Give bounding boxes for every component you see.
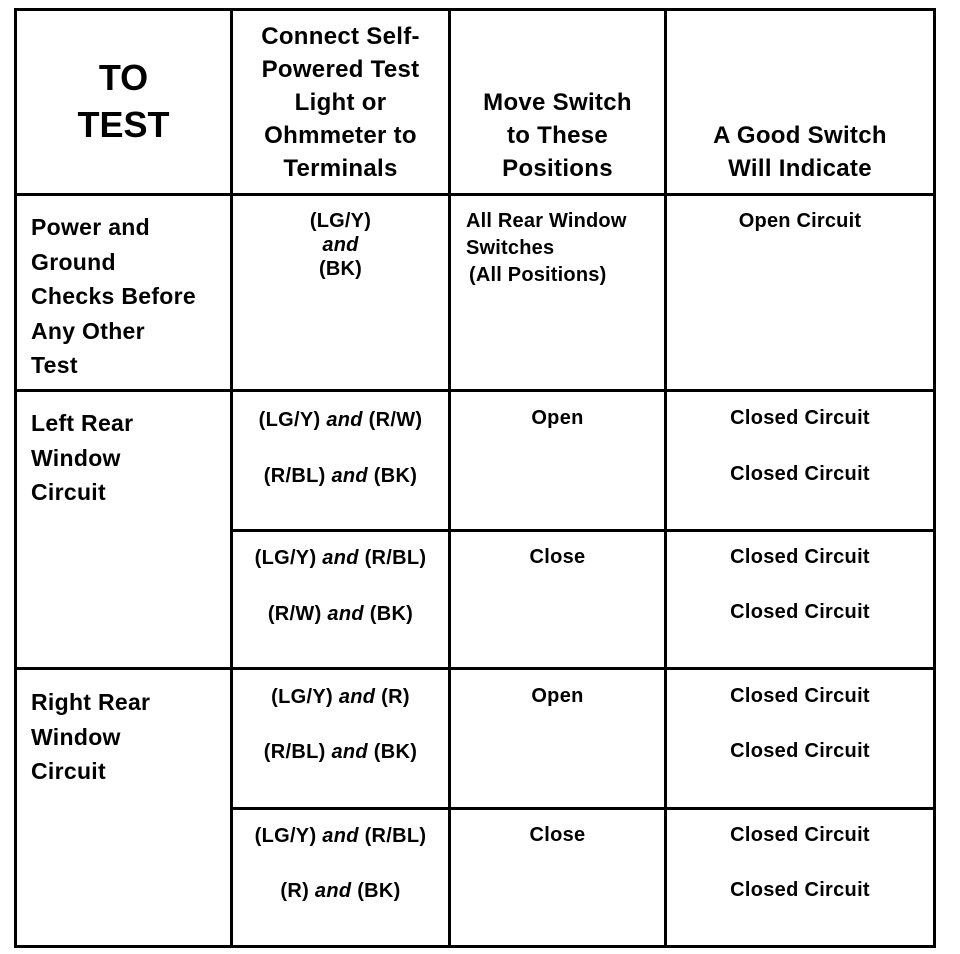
row-label-line: Any Other [31,317,145,344]
indication-text: Closed Circuit [730,879,870,901]
header-good-line: A Good Switch [713,122,887,149]
terminal-pair [233,408,448,432]
indication-text: Closed Circuit [730,601,870,623]
terminal-and: and [322,234,359,256]
row-label-right-rear [31,685,230,789]
left-open-terminals [233,392,448,529]
terminal-a: (R) [280,880,310,902]
indication-text: Closed Circuit [730,685,870,707]
header-connect-line: Terminals [283,155,398,182]
terminal-pair [233,685,448,709]
terminal-a: (LG/Y) [254,825,317,847]
terminal-a: (R/BL) [263,741,326,763]
row-label-line: Ground [31,248,116,275]
terminal-pair [233,464,448,488]
indication-text: Closed Circuit [730,824,870,846]
power-indication: Open Circuit [738,210,862,232]
terminal-b: (BK) [357,880,401,902]
row-label-line: Window [31,444,121,471]
terminal-and: and [338,686,376,708]
terminal-and: and [331,465,368,487]
row-label-line: Power and [31,214,151,240]
terminal-b: (BK) [369,603,414,625]
row-label-line: Right Rear [31,689,151,715]
header-move-line: Move Switch [483,89,632,116]
right-close-position [451,810,664,945]
header-connect-line: Light or [294,89,387,116]
header-to-test-line: TO [98,57,149,98]
row-label-line: Test [31,352,78,378]
header-connect-line: Ohmmeter to [264,122,417,149]
right-open-terminals [233,670,448,807]
right-close-indication [667,810,933,945]
position-text: Close [529,824,586,846]
right-close-terminals [233,810,448,945]
left-close-indication [667,532,933,667]
left-open-position [451,392,664,529]
position-text: Open [531,407,584,429]
indication-text: Closed Circuit [730,407,870,429]
left-open-indication [667,392,933,529]
terminal-b: (R/BL) [364,825,427,847]
terminal-a: (R/BL) [263,465,326,487]
position-text: (All Positions) [469,264,607,286]
terminal-pair [233,740,448,764]
header-connect-line: Connect Self- [261,23,420,50]
position-text: All Rear Window [466,210,627,232]
row-label-line: Left Rear [31,410,134,436]
terminal-and: and [314,880,352,902]
terminal-pair [233,602,448,626]
position-text: Switches [466,237,555,259]
terminal-and: and [322,547,359,569]
terminal-text: (BK) [318,258,362,280]
left-close-position [451,532,664,667]
position-text: Close [529,546,586,568]
row-label-line: Checks Before [31,283,196,309]
row-label-line: Circuit [31,758,106,784]
row-label-line: Window [31,723,121,750]
header-to-test [17,54,230,148]
terminal-a: (R/W) [267,603,322,625]
terminal-pair [233,879,448,903]
row-label-line: Circuit [31,479,106,505]
header-to-test-line: TEST [77,104,170,145]
power-terminals [233,209,448,281]
header-good-line: Will Indicate [728,155,872,182]
position-text: Open [531,685,584,707]
indication-text: Closed Circuit [730,740,870,762]
terminal-b: (R/BL) [364,547,427,569]
row-label-power-ground [31,210,230,383]
terminal-b: (R/W) [368,409,423,431]
terminal-and: and [326,409,363,431]
terminal-and: and [322,825,359,847]
indication-text: Closed Circuit [730,546,870,568]
indication-text: Closed Circuit [730,463,870,485]
terminal-b: (BK) [373,741,418,763]
header-move-switch [451,86,664,185]
row-label-left-rear [31,406,230,510]
terminal-a: (LG/Y) [258,409,321,431]
terminal-a: (LG/Y) [254,547,317,569]
right-open-position [451,670,664,807]
row-divider [14,193,936,196]
header-connect-line: Powered Test [261,56,420,83]
terminal-b: (R) [381,686,410,708]
terminal-a: (LG/Y) [271,686,333,708]
terminal-and: and [327,603,364,625]
right-open-indication [667,670,933,807]
header-connect [233,20,448,185]
terminal-b: (BK) [373,465,418,487]
header-good-switch [667,119,933,185]
header-move-line: Positions [502,155,613,182]
terminal-and: and [331,741,368,763]
terminal-text: (LG/Y) [309,210,372,232]
left-close-terminals [233,532,448,667]
power-positions [466,208,664,289]
terminal-pair [233,824,448,848]
terminal-pair [233,546,448,570]
header-move-line: to These [506,122,609,149]
